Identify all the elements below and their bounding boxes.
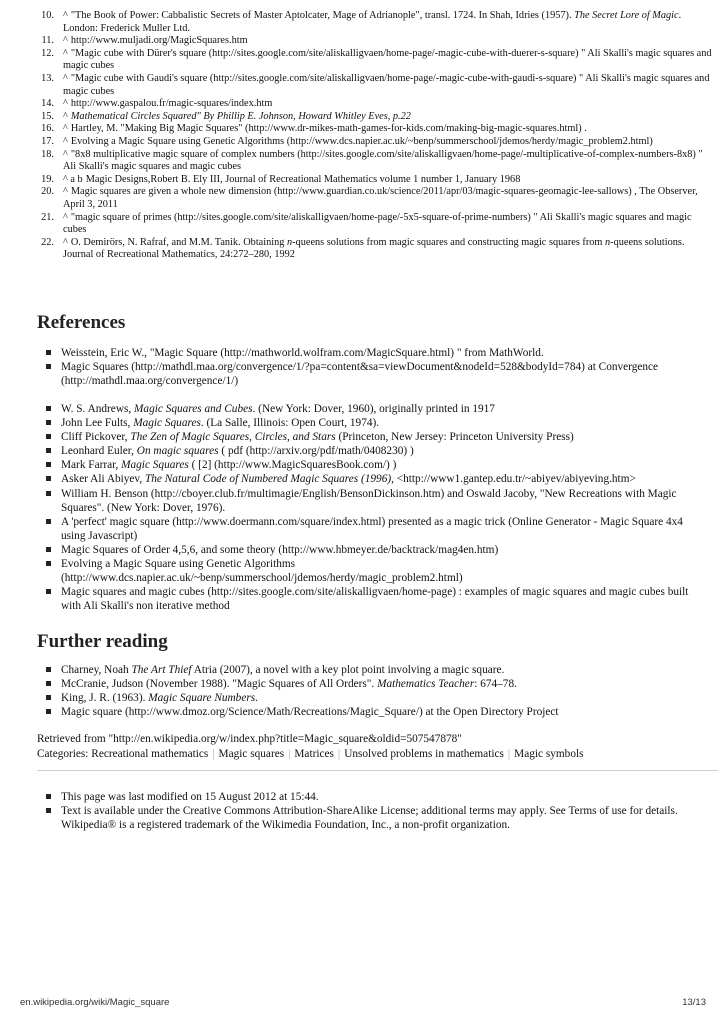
reference-item[interactable]: Mark Farrar, Magic Squares ( [2] (http://www.MagicSquaresBook.com/) ) [40, 458, 690, 472]
category-separator: | [507, 748, 511, 760]
backlink-caret[interactable]: ^ [63, 47, 68, 59]
note-item[interactable]: 13. ^ "Magic cube with Gaudi's square (http://sites.google.com/site/aliskalligvaen/home-page/-magic-cube-with-gaudi-s-square) " Ali Skalli's magic squares and magic cubes [27, 73, 717, 98]
note-item[interactable]: 11. ^ http://www.muljadi.org/MagicSquares.htm [27, 35, 717, 48]
reference-item[interactable]: Magic squares and magic cubes (http://sites.google.com/site/aliskalligvaen/home-page) : examples of magic squares and magic cubes built with Ali Skalli's non iterative method [40, 585, 690, 613]
note-item[interactable]: 14. ^ http://www.gaspalou.fr/magic-squares/index.htm [27, 98, 717, 111]
references-list-secondary [40, 402, 690, 613]
note-item[interactable]: 15. ^ Mathematical Circles Squared" By Phillip E. Johnson, Howard Whitley Eves, p.22 [27, 111, 717, 124]
backlink-caret[interactable]: ^ [63, 110, 68, 122]
reference-item[interactable]: Cliff Pickover, The Zen of Magic Squares, Circles, and Stars (Princeton, New Jersey: Princeton University Press) [40, 430, 690, 444]
categories-label: Categories: [37, 748, 89, 760]
reference-item[interactable]: A 'perfect' magic square (http://www.doermann.com/square/index.html) presented as a magic trick (Online Generator - Magic Square 4x4 using Javascript) [40, 515, 690, 543]
notes-list [27, 10, 717, 262]
reference-item[interactable]: Asker Ali Abiyev, The Natural Code of Numbered Magic Squares (1996), <http://www1.gantep.edu.tr/~abiyev/abiyeving.htm> [40, 472, 690, 486]
backlink-caret[interactable]: ^ [63, 98, 68, 110]
reference-item[interactable]: Magic Squares of Order 4,5,6, and some theory (http://www.hbmeyer.de/backtrack/mag4en.htm) [40, 543, 690, 557]
footer-url: en.wikipedia.org/wiki/Magic_square [20, 997, 170, 1008]
note-number: 18. [41, 148, 54, 160]
reference-item[interactable]: Weisstein, Eric W., "Magic Square (http://mathworld.wolfram.com/MagicSquare.html) " from MathWorld. [40, 346, 690, 360]
further-reading-item[interactable]: Magic square (http://www.dmoz.org/Science/Math/Recreations/Magic_Square/) at the Open Directory Project [40, 705, 690, 719]
note-number: 13. [41, 72, 54, 84]
note-number: 19. [41, 173, 54, 185]
references-heading: References [37, 312, 126, 333]
backlink-caret[interactable]: ^ [63, 10, 68, 21]
note-number: 14. [41, 98, 54, 110]
category-link[interactable]: Recreational mathematics [91, 748, 209, 760]
category-link[interactable]: Magic symbols [514, 748, 584, 760]
backlink-caret[interactable]: ^ [63, 186, 68, 198]
note-number: 16. [41, 123, 54, 135]
license-notice[interactable]: Text is available under the Creative Commons Attribution-ShareAlike License; additional terms may apply. See Terms of use for details. Wikipedia® is a registered trademark of the Wikimedia Foundation, Inc., a non-profit organization. [40, 804, 690, 832]
backlink-caret[interactable]: ^ a b [63, 173, 83, 185]
backlink-caret[interactable]: ^ [63, 236, 68, 248]
divider [37, 770, 718, 771]
category-separator: | [212, 748, 215, 760]
reference-item[interactable]: Leonhard Euler, On magic squares ( pdf (http://arxiv.org/pdf/math/0408230) ) [40, 444, 690, 458]
reference-item[interactable]: John Lee Fults, Magic Squares. (La Salle, Illinois: Open Court, 1974). [40, 416, 690, 430]
note-number: 12. [41, 47, 54, 59]
reference-item[interactable]: Magic Squares (http://mathdl.maa.org/convergence/1/?pa=content&sa=viewDocument&nodeId=528&bodyId=784) at Convergence (http://mathdl.maa.org/convergence/1/) [40, 360, 690, 388]
further-reading-item[interactable]: King, J. R. (1963). Magic Square Numbers. [40, 691, 690, 705]
backlink-caret[interactable]: ^ [63, 135, 68, 147]
trademark-notice: Wikipedia® is a registered trademark of the Wikimedia Foundation, Inc., a non-profit organization. [61, 819, 510, 832]
note-item[interactable]: 22. ^ O. Demirörs, N. Rafraf, and M.M. Tanik. Obtaining n-queens solutions from magic squares and constructing magic squares from n-queens solutions. Journal of Recreational Mathematics, 24:272–280, 1992 [27, 237, 717, 262]
note-item[interactable]: 16. ^ Hartley, M. "Making Big Magic Squares" (http://www.dr-mikes-math-games-for-kids.com/making-big-magic-squares.html) . [27, 123, 717, 136]
note-number: 10. [41, 10, 54, 21]
note-item[interactable]: 10. ^ "The Book of Power: Cabbalistic Secrets of Master Aptolcater, Mage of Adrianople", transl. 1724. In Shah, Idries (1957). The Secret Lore of Magic. London: Frederick Muller Ltd. [27, 10, 717, 35]
backlink-caret[interactable]: ^ [63, 211, 68, 223]
category-separator: | [337, 748, 341, 760]
further-reading-item[interactable]: Charney, Noah The Art Thief Atria (2007), a novel with a key plot point involving a magic square. [40, 663, 690, 677]
footer-page-number: 13/13 [682, 997, 706, 1008]
backlink-caret[interactable]: ^ [63, 148, 68, 160]
further-reading-list [40, 663, 690, 719]
backlink-caret[interactable]: ^ [63, 72, 68, 84]
note-number: 17. [41, 135, 54, 147]
note-number: 21. [41, 211, 54, 223]
category-link[interactable]: Magic squares [218, 748, 285, 760]
backlink-caret[interactable]: ^ [63, 123, 68, 135]
reference-item[interactable]: Evolving a Magic Square using Genetic Algorithms (http://www.dcs.napier.ac.uk/~benp/summerschool/jdemos/herdy/magic_problem2.html) [40, 557, 690, 585]
reference-item[interactable]: William H. Benson (http://cboyer.club.fr/multimagie/English/BensonDickinson.htm) and Oswald Jacoby, "New Recreations with Magic Squares". (New York: Dover, 1976). [40, 487, 690, 515]
note-number: 20. [41, 186, 54, 198]
category-separator: | [288, 748, 291, 760]
backlink-caret[interactable]: ^ [63, 35, 68, 47]
note-number: 22. [41, 236, 54, 248]
categories-bar [37, 747, 717, 761]
reference-item[interactable]: W. S. Andrews, Magic Squares and Cubes. (New York: Dover, 1960), originally printed in 1917 [40, 402, 690, 416]
note-item[interactable]: 20. ^ Magic squares are given a whole new dimension (http://www.guardian.co.uk/science/2011/apr/03/magic-squares-geomagic-lee-sallows) , The Observer, April 3, 2011 [27, 186, 717, 211]
further-reading-heading: Further reading [37, 631, 168, 652]
note-item[interactable]: 18. ^ "8x8 multiplicative magic square of complex numbers (http://sites.google.com/site/aliskalligvaen/home-page/-multiplicative-of-complex-numbers-8x8) " Ali Skalli's magic squares and magic cubes [27, 149, 717, 174]
note-number: 11. [41, 35, 54, 47]
note-number: 15. [41, 110, 54, 122]
note-item[interactable]: 17. ^ Evolving a Magic Square using Genetic Algorithms (http://www.dcs.napier.ac.uk/~benp/summerschool/jdemos/herdy/magic_problem2.html) [27, 136, 717, 149]
category-link[interactable]: Unsolved problems in mathematics [344, 748, 504, 760]
note-item[interactable]: 21. ^ "magic square of primes (http://sites.google.com/site/aliskalligvaen/home-page/-5x5-square-of-prime-numbers) " Ali Skalli's magic squares and magic cubes [27, 212, 717, 237]
last-modified: This page was last modified on 15 August 2012 at 15:44. [40, 790, 690, 804]
note-item[interactable]: 19. ^ a b Magic Designs,Robert B. Ely III, Journal of Recreational Mathematics volume 1 number 1, January 1968 [27, 174, 717, 187]
note-item[interactable]: 12. ^ "Magic cube with Dürer's square (http://sites.google.com/site/aliskalligvaen/home-page/-magic-cube-with-duerer-s-square) " Ali Skalli's magic squares and magic cubes [27, 48, 717, 73]
further-reading-item[interactable]: McCranie, Judson (November 1988). "Magic Squares of All Orders". Mathematics Teacher: 674–78. [40, 677, 690, 691]
retrieved-from-link[interactable]: Retrieved from "http://en.wikipedia.org/w/index.php?title=Magic_square&oldid=507547878" [37, 733, 462, 745]
category-link[interactable]: Matrices [294, 748, 334, 760]
page-info-list [40, 790, 690, 832]
references-list-primary [40, 346, 690, 388]
